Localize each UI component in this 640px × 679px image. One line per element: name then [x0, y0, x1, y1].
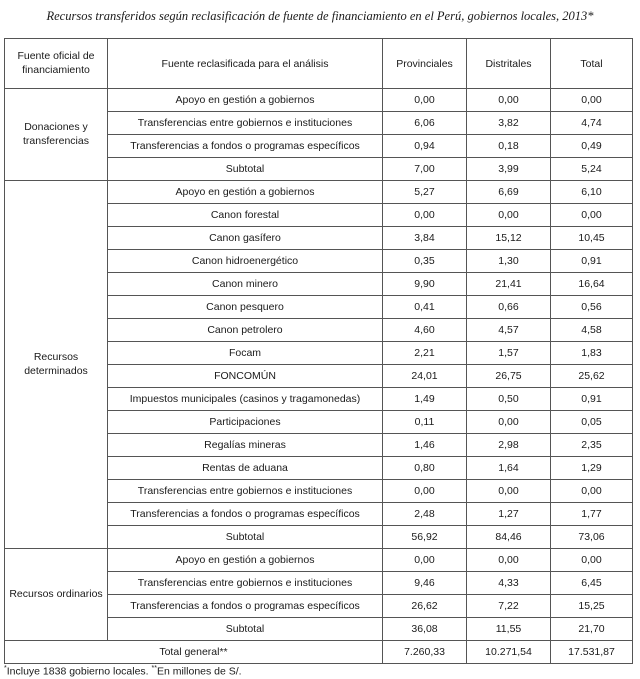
cell-distritales: 1,27: [467, 503, 551, 526]
row-label: Canon forestal: [108, 204, 383, 227]
cell-provinciales: 1,46: [383, 434, 467, 457]
cell-provinciales: 6,06: [383, 112, 467, 135]
row-label: Transferencias entre gobiernos e instituciones: [108, 572, 383, 595]
cell-distritales: 0,00: [467, 480, 551, 503]
cell-total: 4,74: [551, 112, 633, 135]
cell-provinciales: 36,08: [383, 618, 467, 641]
cell-provinciales: 26,62: [383, 595, 467, 618]
cell-total: 4,58: [551, 319, 633, 342]
cell-provinciales: 0,00: [383, 480, 467, 503]
cell-provinciales: 9,90: [383, 273, 467, 296]
cell-distritales: 7,22: [467, 595, 551, 618]
cell-total: 25,62: [551, 365, 633, 388]
total-general-distritales: 10.271,54: [467, 641, 551, 664]
row-label: Transferencias a fondos o programas específicos: [108, 135, 383, 158]
cell-total: 0,91: [551, 250, 633, 273]
cell-provinciales: 0,00: [383, 204, 467, 227]
row-label: Subtotal: [108, 618, 383, 641]
cell-total: 0,56: [551, 296, 633, 319]
cell-total: 0,00: [551, 89, 633, 112]
footnote-mark-1: *: [4, 665, 7, 672]
cell-distritales: 3,99: [467, 158, 551, 181]
cell-provinciales: 2,21: [383, 342, 467, 365]
cell-provinciales: 9,46: [383, 572, 467, 595]
cell-distritales: 1,57: [467, 342, 551, 365]
cell-distritales: 15,12: [467, 227, 551, 250]
row-label: Apoyo en gestión a gobiernos: [108, 89, 383, 112]
cell-total: 21,70: [551, 618, 633, 641]
header-provinciales: Provinciales: [383, 39, 467, 89]
row-label: Subtotal: [108, 158, 383, 181]
group-label: Recursos ordinarios: [5, 549, 108, 641]
footnote-text-2: En millones de S/.: [156, 665, 242, 678]
row-label: Apoyo en gestión a gobiernos: [108, 181, 383, 204]
cell-distritales: 11,55: [467, 618, 551, 641]
group-label: Donaciones y transferencias: [5, 89, 108, 181]
total-general-total: 17.531,87: [551, 641, 633, 664]
cell-total: 73,06: [551, 526, 633, 549]
data-table: [4, 38, 633, 664]
row-label: Apoyo en gestión a gobiernos: [108, 549, 383, 572]
row-label: Canon gasífero: [108, 227, 383, 250]
cell-provinciales: 0,41: [383, 296, 467, 319]
cell-provinciales: 0,00: [383, 89, 467, 112]
cell-distritales: 0,00: [467, 411, 551, 434]
header-distritales: Distritales: [467, 39, 551, 89]
cell-provinciales: 0,11: [383, 411, 467, 434]
cell-total: 6,45: [551, 572, 633, 595]
cell-total: 6,10: [551, 181, 633, 204]
cell-distritales: 2,98: [467, 434, 551, 457]
cell-provinciales: 0,80: [383, 457, 467, 480]
cell-distritales: 26,75: [467, 365, 551, 388]
header-fuente-oficial: Fuente oficial de financiamiento: [5, 39, 108, 89]
footnote: [4, 665, 242, 678]
cell-distritales: 6,69: [467, 181, 551, 204]
footnote-text-1: Incluye 1838 gobierno locales.: [6, 665, 149, 678]
cell-total: 1,83: [551, 342, 633, 365]
cell-provinciales: 0,35: [383, 250, 467, 273]
cell-total: 5,24: [551, 158, 633, 181]
total-general-row: [5, 641, 633, 664]
cell-provinciales: 24,01: [383, 365, 467, 388]
cell-distritales: 4,33: [467, 572, 551, 595]
table-row: [5, 89, 633, 112]
cell-provinciales: 0,00: [383, 549, 467, 572]
row-label: Transferencias a fondos o programas específicos: [108, 595, 383, 618]
row-label: Transferencias a fondos o programas específicos: [108, 503, 383, 526]
cell-total: 0,05: [551, 411, 633, 434]
row-label: Regalías mineras: [108, 434, 383, 457]
row-label: Rentas de aduana: [108, 457, 383, 480]
table-row: [5, 181, 633, 204]
footnote-mark-2: **: [151, 665, 157, 672]
row-label: FONCOMÚN: [108, 365, 383, 388]
cell-total: 15,25: [551, 595, 633, 618]
table-caption: Recursos transferidos según reclasificación de fuente de financiamiento en el Perú, gobiernos locales, 2013*: [46, 9, 594, 23]
cell-provinciales: 4,60: [383, 319, 467, 342]
cell-distritales: 1,30: [467, 250, 551, 273]
cell-distritales: 0,66: [467, 296, 551, 319]
cell-provinciales: 56,92: [383, 526, 467, 549]
row-label: Transferencias entre gobiernos e instituciones: [108, 480, 383, 503]
row-label: Transferencias entre gobiernos e instituciones: [108, 112, 383, 135]
row-label: Focam: [108, 342, 383, 365]
cell-total: 0,00: [551, 549, 633, 572]
table-row: [5, 549, 633, 572]
cell-distritales: 1,64: [467, 457, 551, 480]
cell-total: 10,45: [551, 227, 633, 250]
row-label: Participaciones: [108, 411, 383, 434]
total-general-label: Total general**: [5, 641, 383, 664]
cell-provinciales: 0,94: [383, 135, 467, 158]
row-label: Canon petrolero: [108, 319, 383, 342]
row-label: Canon minero: [108, 273, 383, 296]
cell-distritales: 0,18: [467, 135, 551, 158]
cell-distritales: 0,50: [467, 388, 551, 411]
cell-total: 1,29: [551, 457, 633, 480]
cell-distritales: 0,00: [467, 89, 551, 112]
cell-distritales: 21,41: [467, 273, 551, 296]
cell-distritales: 0,00: [467, 204, 551, 227]
group-label: Recursos determinados: [5, 181, 108, 549]
total-general-provinciales: 7.260,33: [383, 641, 467, 664]
cell-provinciales: 7,00: [383, 158, 467, 181]
cell-total: 16,64: [551, 273, 633, 296]
row-label: Canon pesquero: [108, 296, 383, 319]
cell-provinciales: 1,49: [383, 388, 467, 411]
header-total: Total: [551, 39, 633, 89]
cell-distritales: 4,57: [467, 319, 551, 342]
cell-total: 0,91: [551, 388, 633, 411]
cell-total: 0,49: [551, 135, 633, 158]
header-row: [5, 39, 633, 89]
row-label: Impuestos municipales (casinos y tragamonedas): [108, 388, 383, 411]
row-label: Canon hidroenergético: [108, 250, 383, 273]
header-fuente-reclasificada: Fuente reclasificada para el análisis: [108, 39, 383, 89]
cell-total: 1,77: [551, 503, 633, 526]
table-body: [5, 89, 633, 641]
cell-total: 0,00: [551, 204, 633, 227]
cell-provinciales: 5,27: [383, 181, 467, 204]
cell-distritales: 84,46: [467, 526, 551, 549]
cell-distritales: 3,82: [467, 112, 551, 135]
cell-provinciales: 3,84: [383, 227, 467, 250]
cell-total: 2,35: [551, 434, 633, 457]
cell-total: 0,00: [551, 480, 633, 503]
cell-distritales: 0,00: [467, 549, 551, 572]
row-label: Subtotal: [108, 526, 383, 549]
cell-provinciales: 2,48: [383, 503, 467, 526]
